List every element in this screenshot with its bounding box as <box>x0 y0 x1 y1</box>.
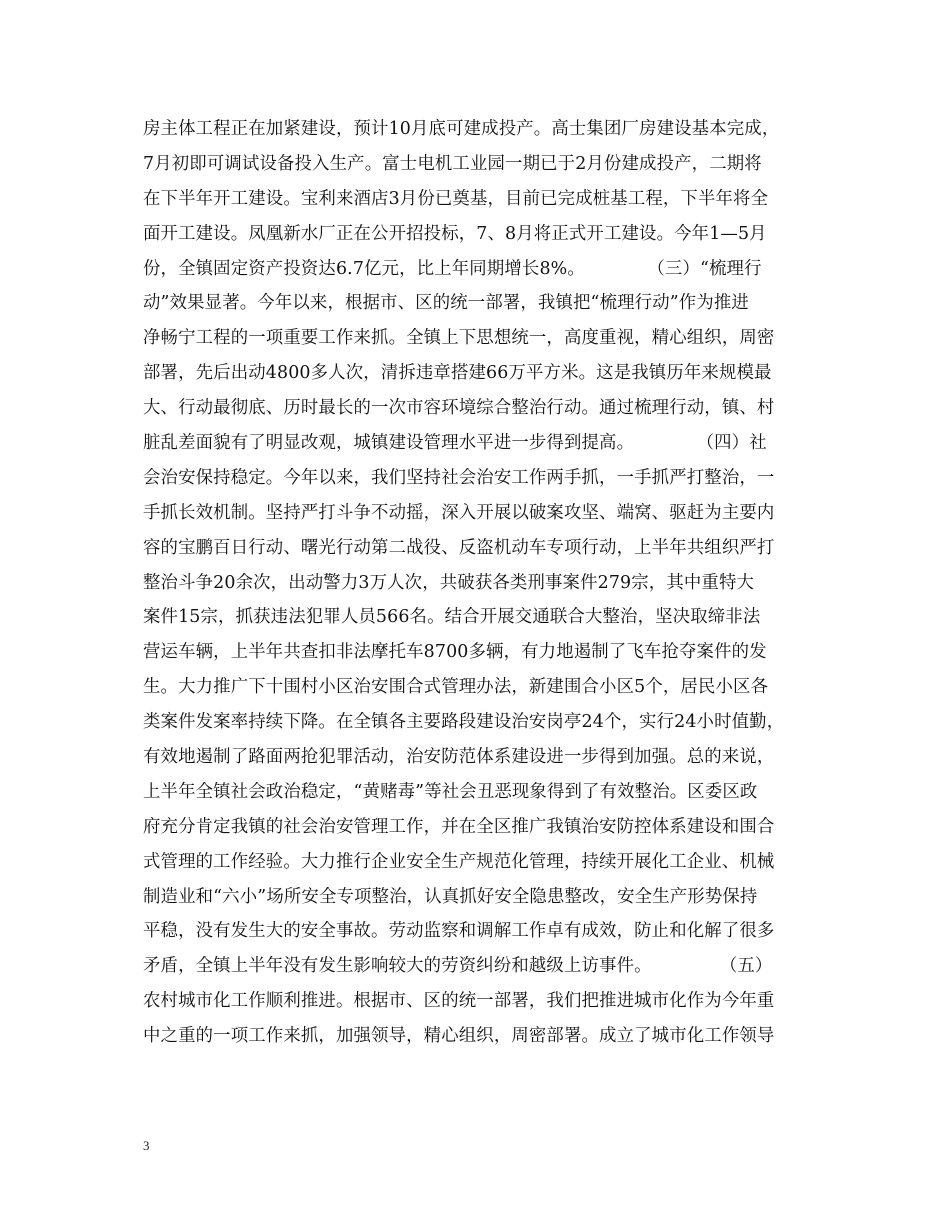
text-line: 平稳，没有发生大的安全事故。劳动监察和调解工作卓有成效，防止和化解了很多 <box>143 921 775 942</box>
text-line: 类案件发案率持续下降。在全镇各主要路段建设治安岗亭24个，实行24小时值勤， <box>143 712 785 733</box>
page-number: 3 <box>143 1138 150 1153</box>
text-line: 大、行动最彻底、历时最长的一次市容环境综合整治行动。通过梳理行动，镇、村 <box>143 398 775 419</box>
text-line: 矛盾，全镇上半年没有发生影响较大的劳资纠纷和越级上访事件。 （五） <box>143 956 773 977</box>
text-line: 制造业和“六小”场所安全专项整治，认真抓好安全隐患整改，安全生产形势保持 <box>143 886 758 907</box>
text-line: 农村城市化工作顺利推进。根据市、区的统一部署，我们把推进城市化作为今年重 <box>143 991 775 1012</box>
text-line: 容的宝鹏百日行动、曙光行动第二战役、反盗机动车专项行动，上半年共组织严打 <box>143 537 775 558</box>
text-line: 部署，先后出动4800多人次，清拆违章搭建66万平方米。这是我镇历年来规模最 <box>143 363 772 384</box>
text-line: 脏乱差面貌有了明显改观，城镇建设管理水平进一步得到提高。 （四）社 <box>143 433 767 454</box>
text-line: 7月初即可调试设备投入生产。富士电机工业园一期已于2月份建成投产，二期将 <box>143 153 762 174</box>
text-line: 营运车辆，上半年共查扣非法摩托车8700多辆，有力地遏制了飞车抢夺案件的发 <box>143 642 767 663</box>
text-line: 会治安保持稳定。今年以来，我们坚持社会治安工作两手抓，一手抓严打整治，一 <box>143 467 775 488</box>
text-line: 面开工建设。凤凰新水厂正在公开招投标，7、8月将正式开工建设。今年1—5月 <box>143 223 767 244</box>
text-line: 有效地遏制了路面两抢犯罪活动，治安防范体系建设进一步得到加强。总的来说， <box>143 747 775 768</box>
text-line: 整治斗争20余次，出动警力3万人次，共破获各类刑事案件279宗，其中重特大 <box>143 572 755 593</box>
text-line: 动”效果显著。今年以来，根据市、区的统一部署，我镇把“梳理行动”作为推进 <box>143 293 749 314</box>
text-line: 府充分肯定我镇的社会治安管理工作，并在全区推广我镇治安防控体系建设和围合 <box>143 816 775 837</box>
text-line: 生。大力推广下十围村小区治安围合式管理办法，新建围合小区5个，居民小区各 <box>143 677 769 698</box>
text-line: 案件15宗，抓获违法犯罪人员566名。结合开展交通联合大整治，坚决取缔非法 <box>143 607 761 628</box>
text-line: 式管理的工作经验。大力推行企业安全生产规范化管理，持续开展化工企业、机械 <box>143 851 775 872</box>
text-line: 净畅宁工程的一项重要工作来抓。全镇上下思想统一，高度重视，精心组织，周密 <box>143 328 775 349</box>
text-line: 在下半年开工建设。宝利来酒店3月份已奠基，目前已完成桩基工程，下半年将全 <box>143 188 769 209</box>
text-line: 手抓长效机制。坚持严打斗争不动摇，深入开展以破案攻坚、端窝、驱赶为主要内 <box>143 502 775 523</box>
body-text <box>143 112 843 1054</box>
text-line: 上半年全镇社会政治稳定，“黄赌毒”等社会丑恶现象得到了有效整治。区委区政 <box>143 781 758 802</box>
text-line: 房主体工程正在加紧建设，预计10月底可建成投产。高士集团厂房建设基本完成， <box>143 119 780 139</box>
text-line: 中之重的一项工作来抓，加强领导，精心组织，周密部署。成立了城市化工作领导 <box>143 1026 775 1047</box>
text-line: 份，全镇固定资产投资达6.7亿元，比上年同期增长8%。 （三）“梳理行 <box>143 258 762 279</box>
